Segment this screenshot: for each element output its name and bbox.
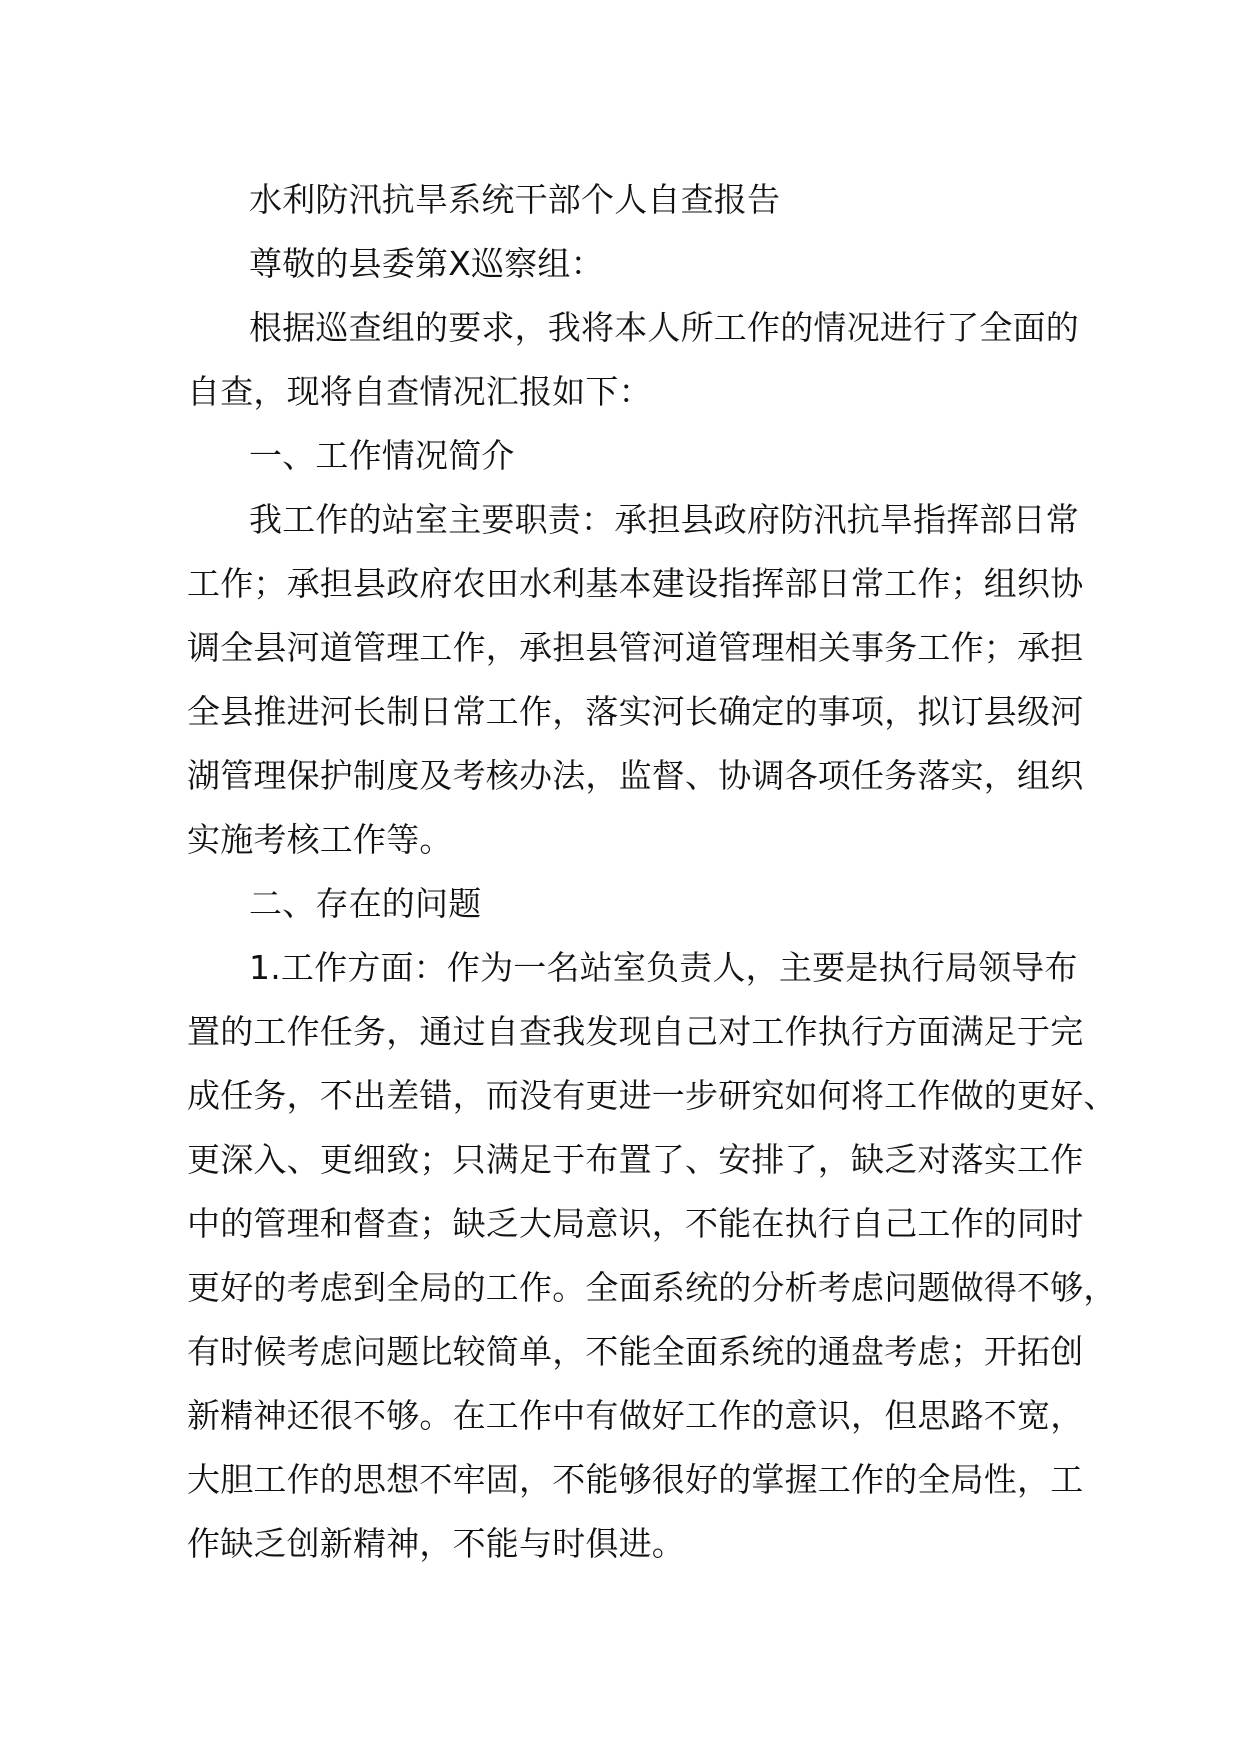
document-body: [187, 168, 1117, 1576]
salutation: 尊敬的县委第X巡察组：: [249, 244, 604, 283]
intro-line: 自查，现将自查情况汇报如下：: [187, 372, 652, 411]
section2-line: 作缺乏创新精神，不能与时俱进。: [187, 1524, 685, 1563]
section1-line: 实施考核工作等。: [187, 820, 453, 859]
section2-line: 成任务，不出差错，而没有更进一步研究如何将工作做的更好、: [187, 1076, 1117, 1115]
section2-line: 大胆工作的思想不牢固，不能够很好的掌握工作的全局性，工: [187, 1460, 1084, 1499]
section2-line: 有时候考虑问题比较简单，不能全面系统的通盘考虑；开拓创: [187, 1332, 1084, 1371]
section2-line: 更好的考虑到全局的工作。全面系统的分析考虑问题做得不够，: [187, 1268, 1117, 1307]
section1-line: 湖管理保护制度及考核办法，监督、协调各项任务落实，组织: [187, 756, 1084, 795]
section1-line: 工作；承担县政府农田水利基本建设指挥部日常工作；组织协: [187, 564, 1084, 603]
section1-line: 我工作的站室主要职责：承担县政府防汛抗旱指挥部日常: [249, 500, 1079, 539]
section2-line: 更深入、更细致；只满足于布置了、安排了，缺乏对落实工作: [187, 1140, 1084, 1179]
section-heading-1: 一、工作情况简介: [249, 436, 515, 475]
section-heading-2: 二、存在的问题: [249, 884, 482, 923]
section1-line: 全县推进河长制日常工作，落实河长确定的事项，拟订县级河: [187, 692, 1084, 731]
intro-line: 根据巡查组的要求，我将本人所工作的情况进行了全面的: [249, 308, 1079, 347]
document-title: 水利防汛抗旱系统干部个人自查报告: [249, 180, 781, 219]
section2-line: 置的工作任务，通过自查我发现自己对工作执行方面满足于完: [187, 1012, 1084, 1051]
section2-line: 新精神还很不够。在工作中有做好工作的意识，但思路不宽，: [187, 1396, 1084, 1435]
section1-line: 调全县河道管理工作，承担县管河道管理相关事务工作；承担: [187, 628, 1084, 667]
section2-line: 中的管理和督查；缺乏大局意识，不能在执行自己工作的同时: [187, 1204, 1084, 1243]
section2-line: 1.工作方面：作为一名站室负责人，主要是执行局领导布: [249, 948, 1078, 987]
